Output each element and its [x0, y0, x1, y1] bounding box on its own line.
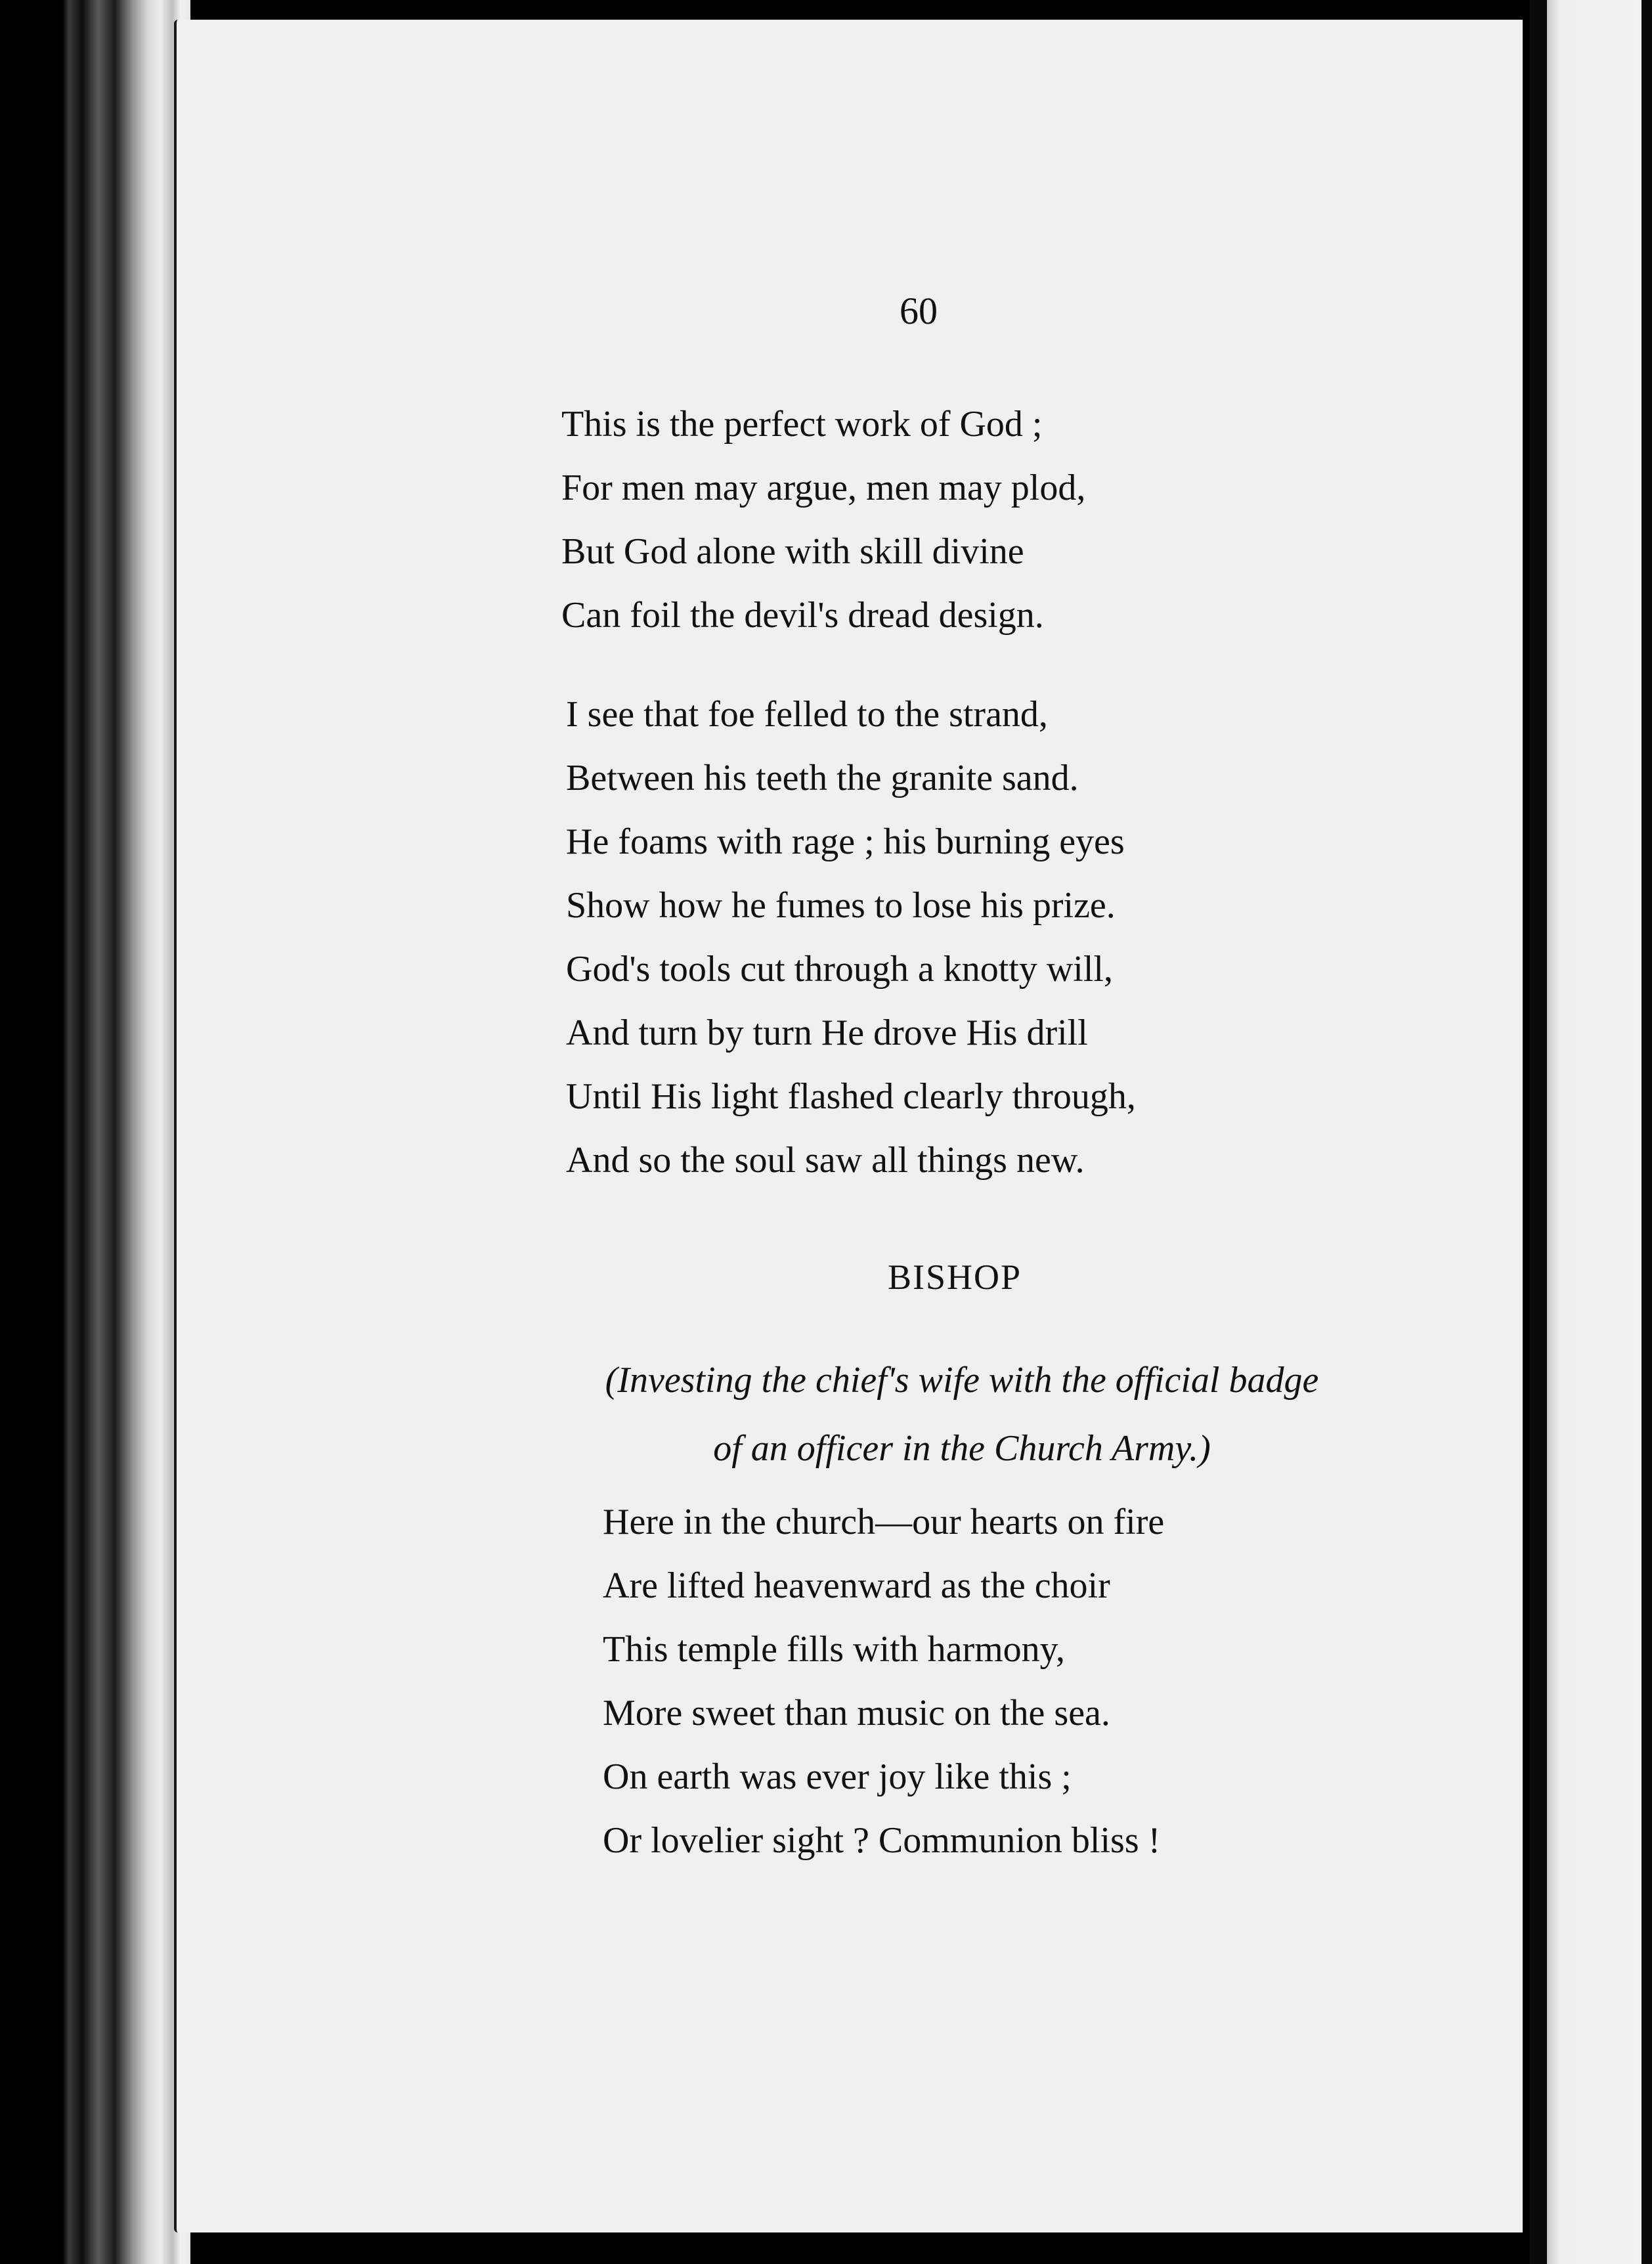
verse-line: Are lifted heavenward as the choir	[603, 1565, 1110, 1606]
verse-line: And turn by turn He drove His drill	[566, 1012, 1088, 1053]
stanza-2	[566, 683, 1136, 1192]
verse-line: God's tools cut through a knotty will,	[566, 949, 1113, 990]
stage-direction-line: (Investing the chief's wife with the official badge	[605, 1360, 1319, 1401]
verse-line: Here in the church—our hearts on fire	[603, 1502, 1165, 1542]
verse-line: Show how he fumes to lose his prize.	[566, 885, 1116, 926]
verse-line: Between his teeth the granite sand.	[566, 758, 1079, 798]
verse-line: I see that foe felled to the strand,	[566, 694, 1048, 735]
verse-line: For men may argue, men may plod,	[561, 468, 1086, 508]
verse-line: But God alone with skill divine	[561, 531, 1024, 572]
stage-direction	[545, 1346, 1379, 1483]
verse-line: More sweet than music on the sea.	[603, 1693, 1110, 1733]
stanza-3	[603, 1491, 1164, 1873]
verse-line: Or lovelier sight ? Communion bliss !	[603, 1820, 1161, 1861]
verse-line: This is the perfect work of God ;	[561, 404, 1043, 445]
book-edge	[0, 0, 190, 2264]
verse-line: On earth was ever joy like this ;	[603, 1756, 1072, 1797]
verse-line: This temple fills with harmony,	[603, 1629, 1066, 1670]
next-page-edge	[1547, 0, 1652, 2264]
stanza-1	[561, 393, 1085, 647]
verse-line: And so the soul saw all things new.	[566, 1140, 1085, 1181]
verse-line: Can foil the devil's dread design.	[561, 595, 1044, 636]
right-border	[1641, 0, 1652, 2264]
book-gutter	[1530, 0, 1547, 2264]
verse-line: Until His light flashed clearly through,	[566, 1076, 1136, 1117]
speaker-heading: BISHOP	[888, 1257, 1022, 1297]
verse-line: He foams with rage ; his burning eyes	[566, 821, 1125, 862]
stage-direction-line: of an officer in the Church Army.)	[713, 1428, 1211, 1469]
page-number: 60	[900, 290, 938, 332]
